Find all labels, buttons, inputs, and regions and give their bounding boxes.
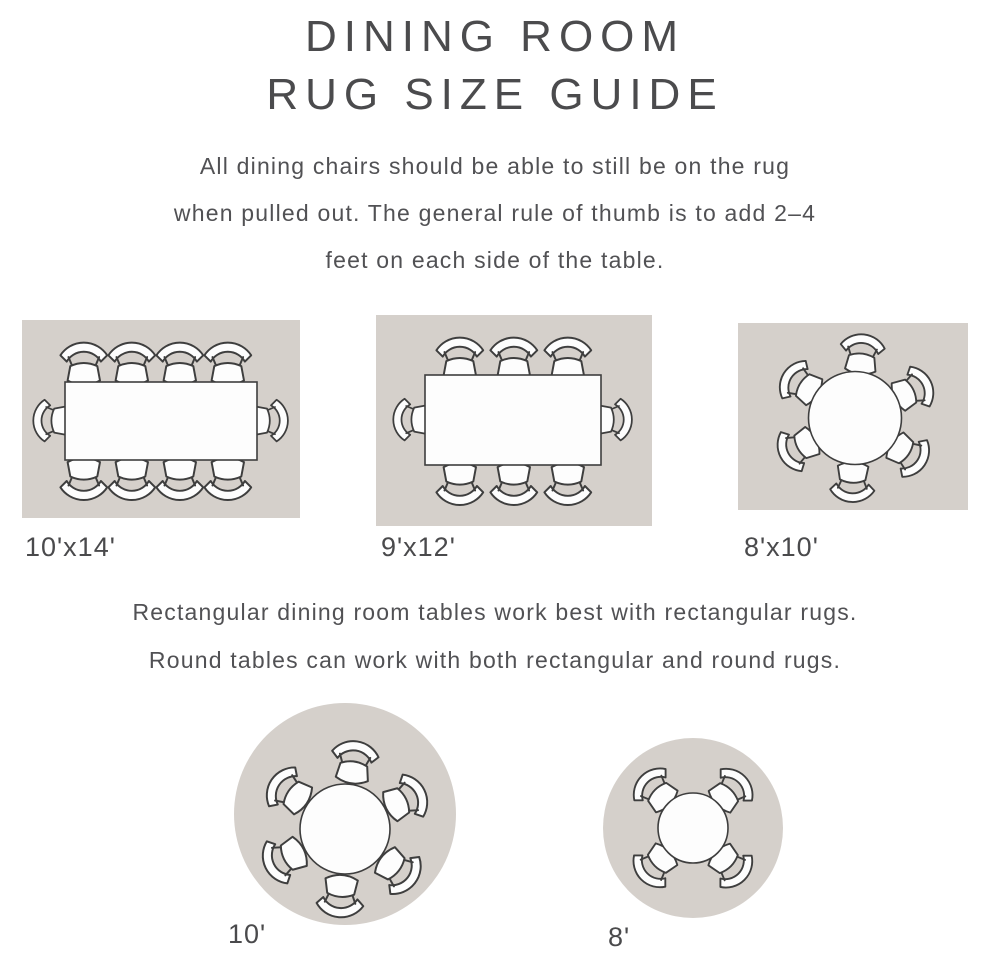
intro-line3: feet on each side of the table. xyxy=(325,247,665,273)
middle-note-line1: Rectangular dining room tables work best with rectangular rugs. xyxy=(132,599,858,625)
rug-size-label: 9'x12' xyxy=(381,532,456,562)
rug-10x14-illustration xyxy=(22,320,300,518)
rug-round-10-illustration xyxy=(234,703,456,925)
intro-line2: when pulled out. The general rule of thumb is to add 2–4 xyxy=(173,200,817,226)
rug-size-label: 8' xyxy=(608,922,631,952)
middle-note-line2: Round tables can work with both rectangular and round rugs. xyxy=(148,647,842,673)
diagram-rug-round-8 xyxy=(603,738,783,952)
dining-table-round xyxy=(300,784,390,874)
rug-size-label: 10'x14' xyxy=(25,532,116,562)
intro-line1: All dining chairs should be able to still be on the rug xyxy=(199,153,791,179)
page-title xyxy=(0,8,990,124)
rug-8x10-illustration xyxy=(738,323,968,510)
intro-text xyxy=(0,143,990,284)
diagram-rug-9x12 xyxy=(376,315,652,562)
middle-note-text xyxy=(0,588,990,684)
rug-9x12-illustration xyxy=(376,315,652,526)
rug-size-label: 8'x10' xyxy=(744,532,819,562)
dining-table-round xyxy=(809,372,902,465)
page-title-line2: RUG SIZE GUIDE xyxy=(266,70,724,119)
diagram-rug-8x10 xyxy=(738,323,968,562)
dining-table-rectangular xyxy=(425,375,601,465)
rug-size-label: 10' xyxy=(228,919,267,949)
diagram-rug-round-10 xyxy=(228,703,456,949)
dining-table-round xyxy=(658,793,728,863)
rug-round-8-illustration xyxy=(603,738,783,918)
page-title-line1: DINING ROOM xyxy=(304,12,686,61)
dining-table-rectangular xyxy=(65,382,257,460)
diagram-rug-10x14 xyxy=(22,320,300,562)
